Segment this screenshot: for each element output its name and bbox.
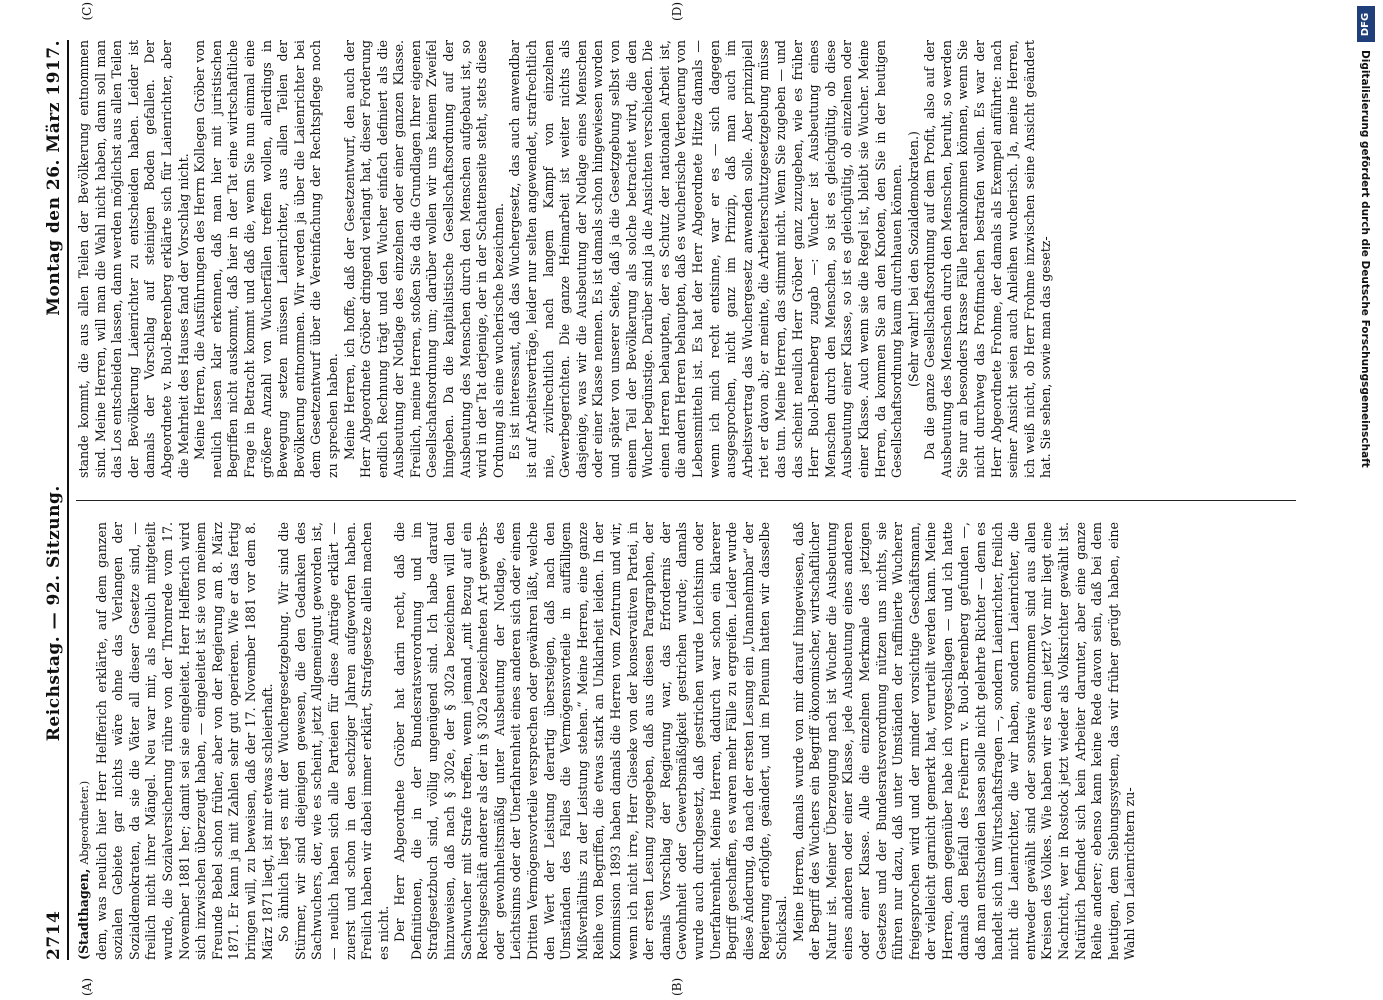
session-date: Montag den 26. März 1917.: [44, 40, 64, 316]
paragraph: So ähnlich liegt es mit der Wuchergesetzgebung. Wir sind die Stürmer, wir sind diejenigen gewesen, die den Gedanken des Sachwuchers, der, wie es scheint, jetzt Allgemeingut geworden ist, — neulich haben sich alle Parteien für diese Anträge erklärt — zuerst und schon in den sechziger Jahren aufgeworfen haben. Freilich haben wir dabei immer erklärt, Strafgesetze allein machen es nicht.: [276, 522, 391, 960]
paragraph: Da die ganze Gesellschaftsordnung auf dem Profit, also auf der Ausbeutung des Menschen durch den Menschen, beruht, so werden Sie nur an besonders krasse Fälle herankommen können, wenn Sie nicht durchweg das Profitmachen bestrafen wollen. Es war der Herr Abgeordnete Frohme, der damals als Exempel anführte: nach seiner Ansicht seien auch Anleihen wucherisch. Ja, meine Herren, ich weiß nicht, ob Herr Frohme inzwischen seine Ansicht geändert hat. Sie sehen, sowie man das gesetz-: [922, 40, 1054, 478]
speaker-role: Abgeordneter.): [78, 780, 91, 865]
page-header: [30, 40, 69, 960]
paragraph: Meine Herren, die Ausführungen des Herrn Kollegen Gröber von neulich lassen klar erkennen, daß man hier mit juristischen Begriffen nicht auskommt, daß hier in der Tat eine wirtschaftliche Frage in Betracht kommt und daß die, wenn Sie nun einmal eine größere Anzahl von Wucherfällen treffen wollen, allerdings in Bewegung setzen müssen Laienrichter, aus allen Teilen der Bevölkerung entnommen. Wir werden ja über die Laienrichter bei dem Gesetzentwurf über die Vereinfachung der Rechtspflege noch zu sprechen haben.: [192, 40, 340, 478]
margin-marker-a: (A): [80, 977, 94, 996]
margin-marker-c: (C): [80, 2, 94, 21]
funding-credit: Digitalisierung gefördert durch die Deutsche Forschungsgemeinschaft: [1359, 50, 1371, 468]
paragraph: Meine Herren, ich hoffe, daß der Gesetzentwurf, den auch der Herr Abgeordnete Gröber dringend verlangt hat, dieser Forderung endlich Rechnung trägt und den Wucher einfach definiert als die Ausbeutung der Notlage des einzelnen oder einer ganzen Klasse. Freilich, meine Herren, stoßen Sie da die Grundlagen Ihrer eigenen Gesellschaftsordnung um; darüber wollen wir uns keinem Zweifel hingeben. Da die kapitalistische Gesellschaftsordnung auf der Ausbeutung des Menschen durch den Menschen aufgebaut ist, so wird in der Tat derjenige, der in der Schattenseite steht, stets diese Ordnung als eine wucherische bezeichnen.: [341, 40, 506, 478]
paragraph: stande kommt, die aus allen Teilen der Bevölkerung entnommen sind. Meine Herren, will man die Wahl nicht haben, dann soll man das Los entscheiden lassen, dann werden möglichst aus allen Teilen der Bevölkerung Laienrichter zu entscheiden haben. Leider ist damals der Vorschlag auf steinigen Boden gefallen. Der Abgeordnete v. Buol-Berenberg erklärte sich für Laienrichter, aber die Mehrheit des Hauses fand der Vorschlag nicht.: [76, 40, 191, 478]
paragraph: Der Herr Abgeordnete Gröber hat darin recht, daß die Definitionen, die in der Bundesratsverordnung und im Strafgesetzbuch sind, völlig ungenügend sind. Ich habe darauf hinzuweisen, daß nach § 302e, der § 302a bezeichnen will den Sachwucher mit Strafe treffen, wenn jemand „mit Bezug auf ein Rechtsgeschäft anderer als der in § 302a bezeichneten Art gewerbs- oder gewohnheitsmäßig unter Ausbeutung der Notlage, des Leichtsinns oder der Unerfahrenheit eines anderen sich oder einem Dritten Vermögensvorteile versprechen oder gewähren läßt, welche den Wert der Leistung derartig übersteigen, daß nach den Umständen des Falles die Vermögensvorteile in auffälligem Mißverhältnis zu der Leistung stehen.“ Meine Herren, eine ganze Reihe von Begriffen, die etwas stark an Unklarheit leiden. In der Kommission 1893 haben damals die Herren vom Zentrum und wir, wenn ich nicht irre, Herr Gieseke von der konservativen Partei, in der ersten Lesung zugegeben, daß aus diesen Paragraphen, der damals Vorschlag der Regierung war, das Erfordernis der Gewohnheit oder Gewerbsmäßigkeit gestrichen wurde; damals wurde auch durchgesetzt, daß gestrichen wurde Leichtsinn oder Unerfahrenheit. Meine Herren, dadurch war schon ein klarerer Begriff geschaffen, es waren mehr Fälle zu ergreifen. Leider wurde diese Änderung, da nach der ersten Lesung ein „Unannehmbar“ der Regierung erfolgte, geändert, und im Plenum hatten wir dasselbe Schicksal.: [392, 522, 789, 960]
paragraph: Es ist interessant, daß das Wuchergesetz, das auch anwendbar ist auf Arbeitsverträge, leider nur selten angewendet, strafrechtlich nie, zivilrechtlich nach langem Kampf von einzelnen Gewerbegerichten. Die ganze Heimarbeit ist weiter nichts als dasjenige, was wir die Ausbeutung der Notlage eines Menschen oder einer Klasse nennen. Es ist damals schon hingewiesen worden und später von unserer Seite, daß ja die Gesetzgebung selbst von einem Teil der Bevölkerung als solche betrachtet wird, die den Wucher begünstige. Darüber sind ja die Ansichten verschieden. Die einen Herren behaupten, der es Schutz der nationalen Arbeit ist, die andern Herren behaupten, daß es wucherische Verteuerung von Lebensmitteln ist. Es hat der Herr Abgeordnete Hitze damals — wenn ich mich recht entsinne, war er es — sich dagegen ausgesprochen, nicht ganz im Prinzip, daß man auch im Arbeitsvertrag das Wuchergesetz anwenden solle. Aber prinzipiell riet er davon ab; er meinte, die Arbeiterschutzgesetzgebung müsse das tun. Meine Herren, das stimmt nicht. Wenn Sie zugeben — und das scheint neulich Herr Gröber ganz zuzugeben, wie es früher Herr Buol-Berenberg zugab —: Wucher ist Ausbeutung eines Menschen durch den Menschen, so ist es gleichgültig, ob diese Ausbeutung einer Klasse, so ist es gleichgültig, ob einzelnen oder einer Klasse. Auch wenn sie die Regel ist, bleibt sie Wucher. Meine Herren, da kommen Sie an den Knoten, den Sie in der heutigen Gesellschaftsordnung kaum durchhauen können.: [507, 40, 905, 478]
speaker-line: [76, 522, 94, 960]
page-number: 2714: [44, 910, 64, 960]
digitization-sidebar: [1355, 6, 1379, 996]
speaker-name: (Stadthagen,: [76, 868, 91, 960]
dfg-logo: DFG: [1357, 6, 1375, 42]
paragraph: Meine Herren, damals wurde von mir darauf hingewiesen, daß der Begriff des Wuchers ein Begriff ökonomischer, wirtschaftlicher Natur ist. Meiner Überzeugung nach ist Wucher die Ausbeutung eines anderen oder einer Klasse, jede Ausbeutung eines anderen oder einer Klasse. Alle die einzelnen Merkmale des jetzigen Gesetzes und der Bundesratsverordnung nützen uns nichts, sie führen nur dazu, daß unter Umständen der raffinierte Wucherer freigesprochen wird und der minder vorsichtige Geschäftsmann, der vielleicht garnicht gemerkt hat, verurteilt werden kann. Meine Herren, dem gegenüber habe ich vorgeschlagen — und ich hatte damals den Beifall des Freiherrn v. Buol-Berenberg gefunden —, daß man entscheiden lassen solle nicht gelehrte Richter — denn es handelt sich um Wirtschaftsfragen —, sondern Laienrichter, freilich nicht die Laienrichter, die wir haben, sondern Laienrichter, die entweder gewählt sind oder sonstwie entnommen sind aus allen Kreisen des Volkes. Wie haben wir es denn jetzt? Vor mir liegt eine Nachricht, wer in Rostock jetzt wieder als Volksrichter gewählt ist. Natürlich befindet sich kein Arbeiter darunter, aber eine ganze Reihe anderer; ebenso kann keine Rede davon sein, daß bei dem heutigen, dem Siebungssystem, das wir früher gerügt haben, eine Wahl von Laienrichtern zu-: [790, 522, 1138, 960]
left-column: [76, 522, 1296, 960]
column-divider: [76, 500, 1296, 501]
paragraph: dem, was neulich hier Herr Helfferich erklärte, auf dem ganzen sozialen Gebiete gar nichts wäre ohne das Verlangen der Sozialdemokraten, da sie die Väter all dieser Gesetze sind, — freilich nicht ihrer Mängel. Neu war mir, als neulich mitgeteilt wurde, die Sozialversicherung rühre von der Thronrede vom 17. November 1881 her; damit sei sie eingeleitet. Herr Helfferich wird sich inzwischen überzeugt haben, — eingeleitet ist sie von meinem Freunde Bebel schon früher, aber von der Regierung am 8. März 1871. Er kann ja mit Zahlen sehr gut operieren. Wie er das fertig bringen will, zu beweisen, daß der 17. November 1881 vor dem 8. März 1871 liegt, ist mir etwas schleierhaft.: [93, 522, 275, 960]
session-title: Reichstag. — 92. Sitzung.: [44, 485, 64, 742]
rotated-newspaper-page: [30, 0, 1350, 1000]
interjection: (Sehr wahr! bei den Sozialdemokraten.): [905, 131, 921, 387]
margin-marker-b: (B): [670, 977, 684, 996]
margin-marker-d: (D): [670, 2, 684, 21]
right-column: [76, 40, 1296, 478]
